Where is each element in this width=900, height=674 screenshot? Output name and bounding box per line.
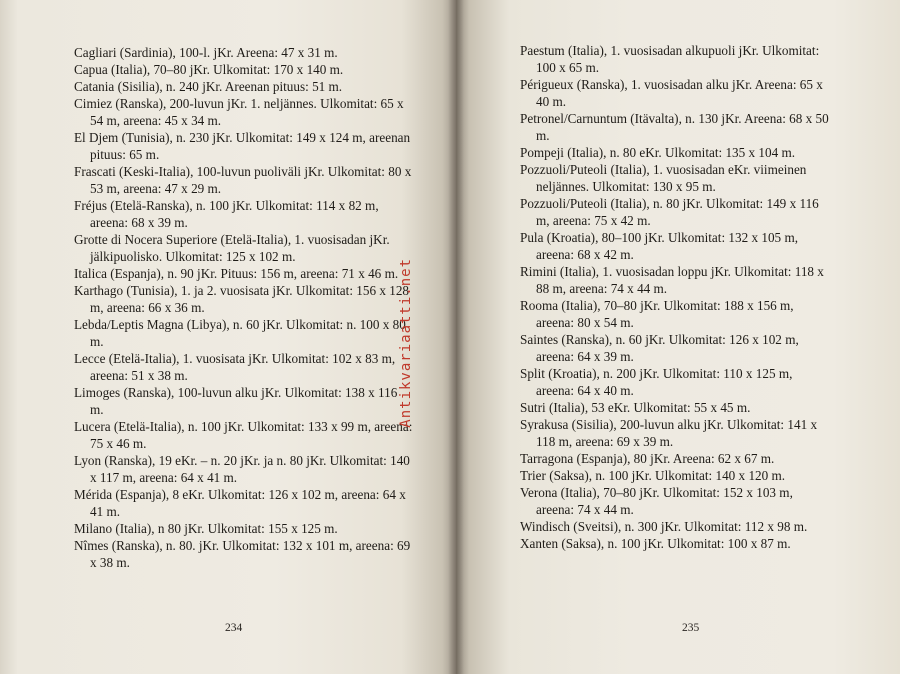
list-item: Pozzuoli/Puteoli (Italia), n. 80 jKr. Ulkomitat: 149 x 116 m, areena: 75 x 42 m. — [520, 196, 819, 228]
list-item: Périgueux (Ranska), 1. vuosisadan alku jKr. Areena: 65 x 40 m. — [520, 77, 823, 109]
list-item: Saintes (Ranska), n. 60 jKr. Ulkomitat: 126 x 102 m, areena: 64 x 39 m. — [520, 332, 799, 364]
list-item: El Djem (Tunisia), n. 230 jKr. Ulkomitat: 149 x 124 m, areenan pituus: 65 m. — [74, 130, 411, 162]
list-item: Tarragona (Espanja), 80 jKr. Areena: 62 x 67 m. — [520, 451, 775, 466]
list-item: Frascati (Keski-Italia), 100-luvun puoliväli jKr. Ulkomitat: 80 x 53 m, areena: 47 x 29 m. — [74, 164, 412, 196]
list-item: Windisch (Sveitsi), n. 300 jKr. Ulkomitat: 112 x 98 m. — [520, 519, 808, 534]
list-item: Petronel/Carnuntum (Itävalta), n. 130 jKr. Areena: 68 x 50 m. — [520, 111, 829, 143]
list-item: Capua (Italia), 70–80 jKr. Ulkomitat: 170 x 140 m. — [74, 62, 344, 77]
list-item: Lebda/Leptis Magna (Libya), n. 60 jKr. Ulkomitat: n. 100 x 80 m. — [74, 317, 406, 349]
page-number: 235 — [682, 622, 700, 634]
list-item: Italica (Espanja), n. 90 jKr. Pituus: 156 m, areena: 71 x 46 m. — [74, 266, 399, 281]
list-item: Pula (Kroatia), 80–100 jKr. Ulkomitat: 132 x 105 m, areena: 68 x 42 m. — [520, 230, 799, 262]
list-item: Rimini (Italia), 1. vuosisadan loppu jKr. Ulkomitat: 118 x 88 m, areena: 74 x 44 m. — [520, 264, 824, 296]
list-item: Catania (Sisilia), n. 240 jKr. Areenan pituus: 51 m. — [74, 79, 343, 94]
right-entry-list — [520, 42, 830, 552]
list-item: Mérida (Espanja), 8 eKr. Ulkomitat: 126 x 102 m, areena: 64 x 41 m. — [74, 487, 406, 519]
book-gutter — [448, 0, 464, 674]
list-item: Lyon (Ranska), 19 eKr. – n. 20 jKr. ja n. 80 jKr. Ulkomitat: 140 x 117 m, areena: 64 x 41 m. — [74, 453, 410, 485]
list-item: Milano (Italia), n 80 jKr. Ulkomitat: 155 x 125 m. — [74, 521, 338, 536]
list-item: Rooma (Italia), 70–80 jKr. Ulkomitat: 188 x 156 m, areena: 80 x 54 m. — [520, 298, 794, 330]
list-item: Syrakusa (Sisilia), 200-luvun alku jKr. Ulkomitat: 141 x 118 m, areena: 69 x 39 m. — [520, 417, 818, 449]
left-entry-list — [74, 44, 414, 571]
list-item: Sutri (Italia), 53 eKr. Ulkomitat: 55 x 45 m. — [520, 400, 751, 415]
list-item: Nîmes (Ranska), n. 80. jKr. Ulkomitat: 132 x 101 m, areena: 69 x 38 m. — [74, 538, 411, 570]
list-item: Lucera (Etelä-Italia), n. 100 jKr. Ulkomitat: 133 x 99 m, areena: 75 x 46 m. — [74, 419, 413, 451]
list-item: Pompeji (Italia), n. 80 eKr. Ulkomitat: 135 x 104 m. — [520, 145, 796, 160]
list-item: Lecce (Etelä-Italia), 1. vuosisata jKr. Ulkomitat: 102 x 83 m, areena: 51 x 38 m. — [74, 351, 396, 383]
list-item: Fréjus (Etelä-Ranska), n. 100 jKr. Ulkomitat: 114 x 82 m, areena: 68 x 39 m. — [74, 198, 379, 230]
list-item: Trier (Saksa), n. 100 jKr. Ulkomitat: 140 x 120 m. — [520, 468, 786, 483]
list-item: Verona (Italia), 70–80 jKr. Ulkomitat: 152 x 103 m, areena: 74 x 44 m. — [520, 485, 793, 517]
list-item: Pozzuoli/Puteoli (Italia), 1. vuosisadan eKr. viimeinen neljännes. Ulkomitat: 130 x 95 m. — [520, 162, 807, 194]
list-item: Xanten (Saksa), n. 100 jKr. Ulkomitat: 100 x 87 m. — [520, 536, 791, 551]
page-number: 234 — [225, 622, 243, 634]
list-item: Grotte di Nocera Superiore (Etelä-Italia), 1. vuosisadan jKr. jälkipuolisko. Ulkomitat: 125 x 102 m. — [74, 232, 390, 264]
list-item: Cimiez (Ranska), 200-luvun jKr. 1. neljännes. Ulkomitat: 65 x 54 m, areena: 45 x 34 m. — [74, 96, 404, 128]
list-item: Karthago (Tunisia), 1. ja 2. vuosisata jKr. Ulkomitat: 156 x 128 m, areena: 66 x 36 m. — [74, 283, 410, 315]
list-item: Cagliari (Sardinia), 100-l. jKr. Areena: 47 x 31 m. — [74, 45, 338, 60]
list-item: Split (Kroatia), n. 200 jKr. Ulkomitat: 110 x 125 m, areena: 64 x 40 m. — [520, 366, 793, 398]
right-page — [456, 0, 900, 674]
watermark: Antikvariaatti.net — [398, 258, 414, 428]
list-item: Limoges (Ranska), 100-luvun alku jKr. Ulkomitat: 138 x 116 m. — [74, 385, 398, 417]
list-item: Paestum (Italia), 1. vuosisadan alkupuoli jKr. Ulkomitat: 100 x 65 m. — [520, 43, 820, 75]
